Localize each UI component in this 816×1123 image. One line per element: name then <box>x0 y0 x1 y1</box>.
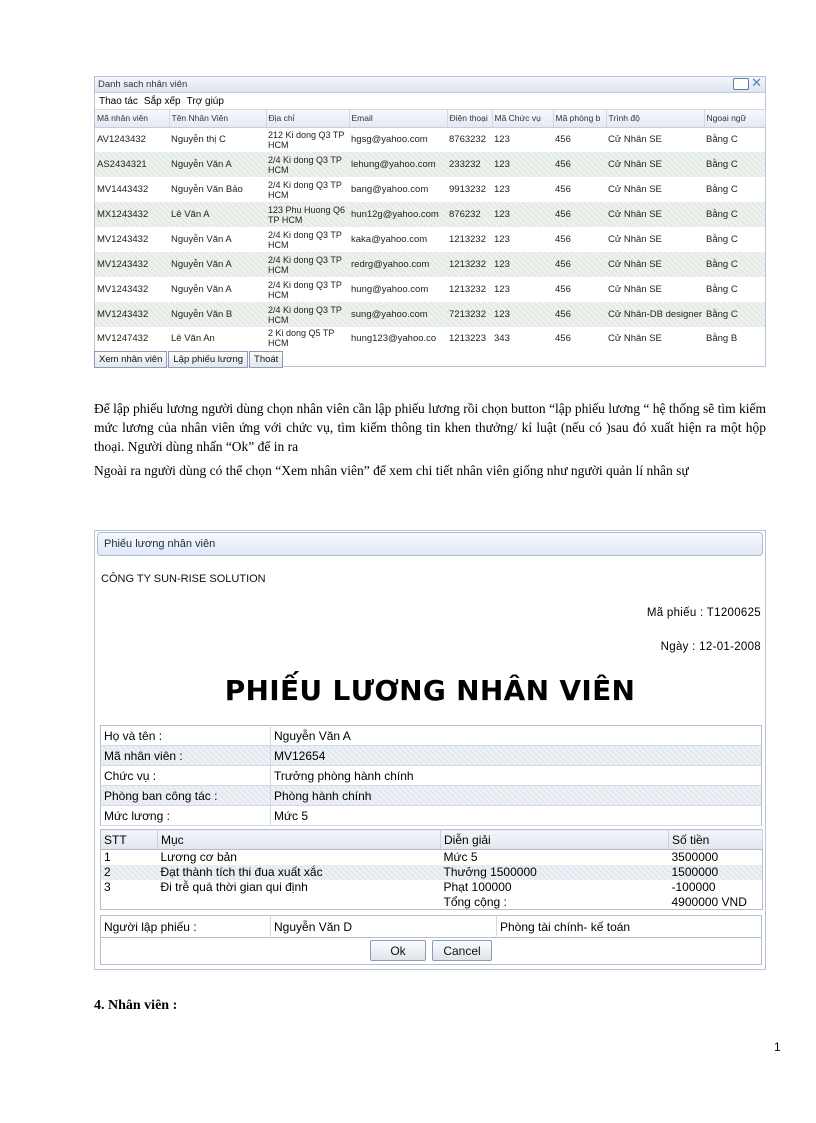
table-cell: sung@yahoo.com <box>349 302 447 327</box>
payslip-items-table <box>100 829 763 910</box>
table-cell: 123 Phu Huong Q6 TP HCM <box>266 202 349 227</box>
info-value: Nguyễn Văn A <box>271 726 762 746</box>
column-header[interactable]: Tên Nhân Viên <box>169 110 266 127</box>
table-cell: 123 <box>494 284 510 295</box>
table-cell: lehung@yahoo.com <box>349 152 447 177</box>
column-header[interactable]: Địa chỉ <box>266 110 349 127</box>
item-cell: Phạt 100000 <box>443 880 512 894</box>
table-cell: Cử Nhân SE <box>608 134 662 146</box>
table-cell: Nguyễn Văn A <box>169 152 266 177</box>
item-cell: 3500000 <box>671 850 719 865</box>
table-cell: 1213232 <box>447 252 492 277</box>
company-name: CÔNG TY SUN-RISE SOLUTION <box>101 573 266 585</box>
table-cell: AV1243432 <box>97 134 146 146</box>
payslip-window <box>94 530 766 970</box>
info-value: MV12654 <box>271 746 762 766</box>
table-cell: 343 <box>494 332 510 344</box>
table-cell: Lê Văn An <box>171 332 215 344</box>
table-cell: Bằng C <box>706 134 738 146</box>
table-cell: 123 <box>492 202 553 227</box>
items-column-header: Số tiền <box>669 830 763 850</box>
table-cell: Bằng C <box>704 152 765 177</box>
table-header-row <box>95 110 765 127</box>
table-cell: 456 <box>555 332 571 344</box>
table-cell: 1213232 <box>449 284 486 295</box>
employee-info-table <box>100 725 762 826</box>
total-label: Tổng cộng : <box>443 894 507 909</box>
table-cell: Bằng C <box>704 202 765 227</box>
create-payslip-button[interactable]: Lập phiếu lương <box>168 351 248 368</box>
table-cell: hgsg@yahoo.com <box>351 134 428 146</box>
menu-bar <box>95 93 765 110</box>
info-row <box>101 766 762 786</box>
table-cell: 456 <box>555 184 571 195</box>
section-heading: 4. Nhân viên : <box>94 998 178 1013</box>
table-cell: 456 <box>553 302 606 327</box>
table-cell: hun12g@yahoo.com <box>349 202 447 227</box>
table-cell: 8763232 <box>449 134 486 146</box>
table-cell: Nguyễn Văn A <box>171 284 232 295</box>
total-value: 4900000 VND <box>671 894 747 909</box>
close-icon[interactable]: ✕ <box>751 76 762 91</box>
info-row <box>101 806 762 826</box>
table-cell: MV1443432 <box>97 184 149 195</box>
table-cell: 9913232 <box>449 184 486 195</box>
table-cell: 2/4 Ki dong Q3 TP HCM <box>268 179 342 200</box>
table-cell: 456 <box>555 284 571 295</box>
table-cell: Bằng C <box>706 184 738 195</box>
window-title-bar <box>95 77 765 93</box>
payslip-heading: PHIẾU LƯƠNG NHÂN VIÊN <box>224 674 636 707</box>
payslip-title-bar <box>97 532 763 556</box>
table-row[interactable] <box>95 177 765 202</box>
page-number: 1 <box>774 1040 781 1054</box>
table-cell: Bằng B <box>706 332 738 344</box>
menu-item-actions[interactable]: Thao tác <box>99 96 138 107</box>
table-cell: Nguyễn Văn A <box>171 234 232 245</box>
preparer-row <box>100 915 762 938</box>
table-cell: Cử Nhân SE <box>606 202 704 227</box>
table-cell: 123 <box>494 134 510 146</box>
table-cell: 456 <box>553 202 606 227</box>
table-cell: 2/4 Ki dong Q3 TP HCM <box>266 152 349 177</box>
payslip-button-bar <box>100 937 762 965</box>
description-paragraph-1: Để lập phiếu lương người dùng chọn nhân viên cần lập phiếu lương rồi chọn button “lập phiếu lương “ hệ thống sẽ tìm kiếm mức lương của nhân viên ứng với chức vụ, tìm kiếm thông tin khen thưởng/ kỉ luật (nếu có )sau đó xuất hiện ra một hộp thoại. Người dùng nhấn “Ok” để in ra <box>94 401 766 454</box>
table-cell: Cử Nhân SE <box>606 252 704 277</box>
item-cell: Mức 5 <box>443 850 478 865</box>
table-cell: Cử Nhân-DB designer <box>606 302 704 327</box>
table-cell: 123 <box>494 184 510 195</box>
table-cell: 123 <box>492 302 553 327</box>
table-cell: 456 <box>553 152 606 177</box>
item-cell: 3 <box>104 880 111 894</box>
table-cell: Bằng C <box>704 252 765 277</box>
items-column-header: STT <box>101 830 158 850</box>
slip-date: Ngày : 12-01-2008 <box>660 641 761 653</box>
table-cell: Cử Nhân SE <box>606 152 704 177</box>
table-row[interactable] <box>95 127 765 152</box>
table-cell: Nguyễn thị C <box>171 134 226 146</box>
table-row[interactable] <box>95 302 765 327</box>
table-cell: 1213232 <box>449 234 486 245</box>
info-row <box>101 786 762 806</box>
item-row <box>101 865 763 880</box>
window-title: Danh sach nhân viên <box>98 79 188 90</box>
table-row[interactable] <box>95 252 765 277</box>
employee-table <box>95 110 766 349</box>
table-cell: Nguyễn Văn A <box>169 252 266 277</box>
table-cell: 456 <box>555 234 571 245</box>
table-cell: 2/4 Ki dong Q3 TP HCM <box>266 302 349 327</box>
table-cell: hung@yahoo.com <box>351 284 429 295</box>
employee-list-window <box>94 76 766 367</box>
table-cell: Bằng C <box>706 284 738 295</box>
item-cell: 1 <box>104 850 111 865</box>
table-cell: Cử Nhân SE <box>608 284 662 295</box>
table-cell: 123 <box>494 234 510 245</box>
table-cell: Cử Nhân SE <box>608 332 662 344</box>
table-cell: 456 <box>553 252 606 277</box>
description-paragraph-2: Ngoài ra người dùng có thể chọn “Xem nhân viên” để xem chi tiết nhân viên giống như người quản lí nhân sự <box>94 463 689 478</box>
info-value: Trưởng phòng hành chính <box>271 766 762 786</box>
exit-button[interactable]: Thoát <box>249 351 283 368</box>
table-cell: 123 <box>492 252 553 277</box>
table-row[interactable] <box>95 327 765 349</box>
menu-item-sort[interactable]: Sắp xếp <box>143 96 181 107</box>
table-cell: Cử Nhân SE <box>608 234 662 245</box>
table-cell: 123 <box>492 152 553 177</box>
cancel-button[interactable]: Cancel <box>432 940 492 961</box>
table-cell: Lê Văn A <box>169 202 266 227</box>
item-row <box>101 880 763 895</box>
total-row <box>101 895 763 910</box>
info-value: Phòng hành chính <box>271 786 762 806</box>
table-cell: MV1243432 <box>97 284 149 295</box>
table-cell: 876232 <box>447 202 492 227</box>
table-row[interactable] <box>95 277 765 302</box>
table-cell: Nguyễn Văn B <box>169 302 266 327</box>
item-cell: Đi trễ quá thời gian qui định <box>160 880 308 894</box>
item-cell: 1500000 <box>669 865 763 880</box>
table-cell: 2 Ki dong Q5 TP HCM <box>268 328 335 348</box>
column-header[interactable]: Điện thoại <box>447 110 492 127</box>
info-label: Mức lương : <box>101 806 271 826</box>
preparer-name: Nguyễn Văn D <box>271 916 497 938</box>
table-cell: Bằng C <box>706 234 738 245</box>
payslip-window-title: Phiếu lương nhân viên <box>104 538 216 550</box>
item-cell: Đạt thành tích thi đua xuất xắc <box>158 865 441 880</box>
items-column-header: Mục <box>158 830 441 850</box>
item-cell: -100000 <box>671 880 716 894</box>
preparer-department: Phòng tài chính- kế toán <box>500 919 631 934</box>
items-column-header: Diễn giải <box>441 830 669 850</box>
item-cell: 2 <box>101 865 158 880</box>
item-row <box>101 850 763 865</box>
table-cell: 2/4 Ki dong Q3 TP HCM <box>268 229 342 250</box>
slip-number: Mã phiếu : T1200625 <box>646 607 761 619</box>
column-header[interactable]: Ngoại ngữ <box>704 110 765 127</box>
maximize-icon[interactable] <box>733 78 749 90</box>
table-cell: 456 <box>555 134 571 146</box>
table-cell: MV1243432 <box>97 234 149 245</box>
table-cell: 233232 <box>447 152 492 177</box>
table-cell: MX1243432 <box>95 202 169 227</box>
info-label: Họ và tên : <box>101 726 271 746</box>
item-cell: Thưởng 1500000 <box>441 865 669 880</box>
info-value: Mức 5 <box>271 806 762 826</box>
column-header[interactable]: Mã phòng b <box>553 110 606 127</box>
table-cell: redrg@yahoo.com <box>349 252 447 277</box>
table-cell: 2/4 Ki dong Q3 TP HCM <box>268 279 342 300</box>
table-row[interactable] <box>95 202 765 227</box>
column-header[interactable]: Mã Chức vụ <box>492 110 553 127</box>
table-cell: MV1243432 <box>95 302 169 327</box>
table-cell: Cử Nhân SE <box>608 184 662 195</box>
ok-button[interactable]: Ok <box>370 940 426 961</box>
column-header[interactable]: Trình độ <box>606 110 704 127</box>
table-cell: kaka@yahoo.com <box>351 234 428 245</box>
table-cell: AS2434321 <box>95 152 169 177</box>
table-cell: 1213223 <box>449 332 486 344</box>
table-cell: hung123@yahoo.co <box>351 332 437 344</box>
view-employee-button[interactable]: Xem nhân viên <box>94 351 167 368</box>
table-cell: Bằng C <box>704 302 765 327</box>
item-cell: Lương cơ bản <box>160 850 237 865</box>
column-header[interactable]: Email <box>349 110 447 127</box>
menu-item-help[interactable]: Trợ giúp <box>186 96 224 107</box>
column-header[interactable]: Mã nhân viên <box>95 110 169 127</box>
info-label: Phòng ban công tác : <box>101 786 271 806</box>
table-cell: 2/4 Ki dong Q3 TP HCM <box>266 252 349 277</box>
table-cell: bang@yahoo.com <box>351 184 429 195</box>
info-label: Chức vụ : <box>101 766 271 786</box>
table-cell: MV1247432 <box>97 332 149 344</box>
table-row[interactable] <box>95 152 765 177</box>
employee-list-button-bar <box>94 351 284 368</box>
table-row[interactable] <box>95 227 765 252</box>
table-cell: 212 Ki dong Q3 TP HCM <box>268 129 345 150</box>
table-cell: 7213232 <box>447 302 492 327</box>
table-cell: Nguyễn Văn Bảo <box>171 184 243 195</box>
info-row <box>101 726 762 746</box>
preparer-label: Người lập phiếu : <box>101 916 271 938</box>
info-row <box>101 746 762 766</box>
table-cell: MV1243432 <box>95 252 169 277</box>
info-label: Mã nhân viên : <box>101 746 271 766</box>
items-header-row <box>101 830 763 850</box>
